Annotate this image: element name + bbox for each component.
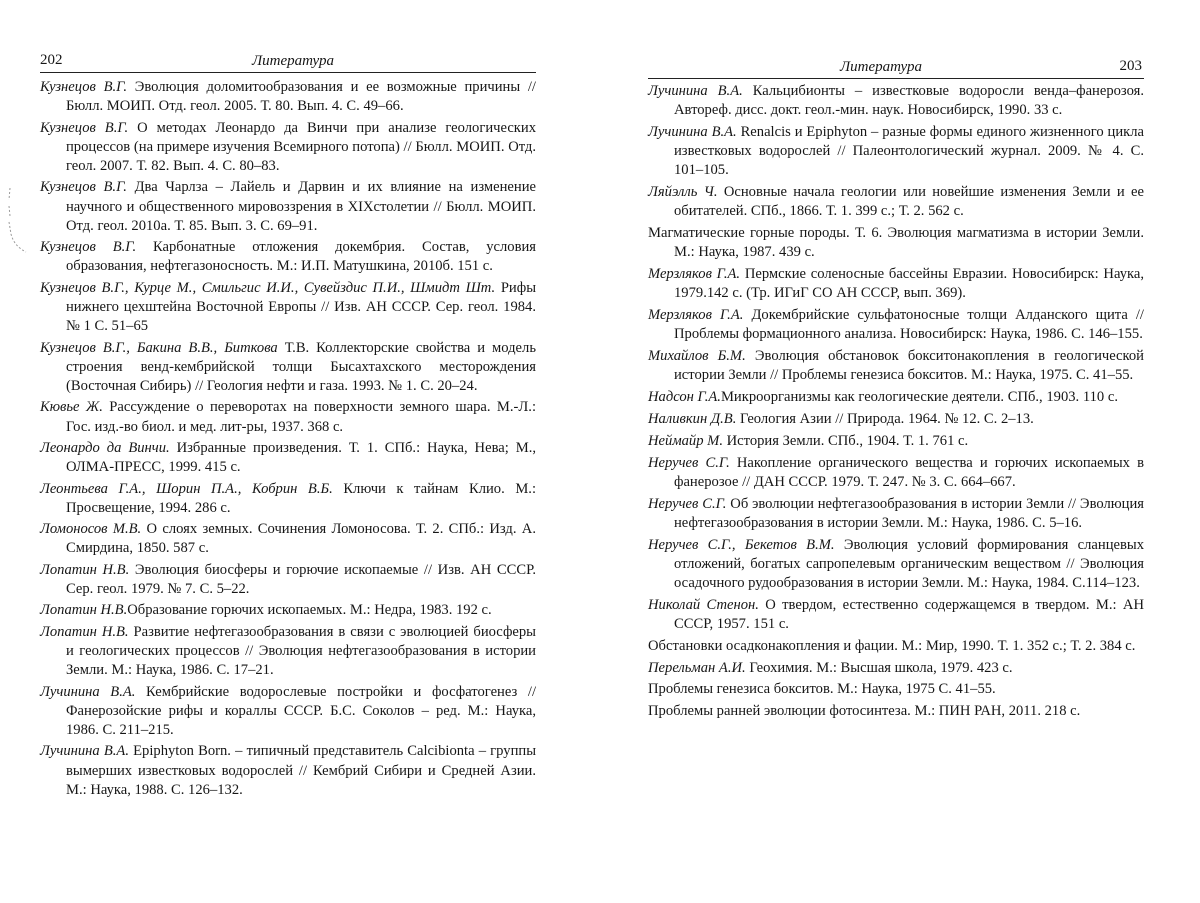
entry-text: Т.В. Коллекторские свойства и модель строения венд-кембрийской толщи Бысахтахского месторождения (Восточная Сибирь) // Геология нефти и газа. 1993. № 1. С. 20–24. (66, 339, 536, 394)
bibliography-entry (648, 596, 1144, 634)
bibliography-entry (648, 536, 1144, 594)
entry-author: Кузнецов В.Г. (40, 119, 129, 136)
pencil-margin-mark (4, 186, 28, 256)
entry-author: Леонтьева Г.А., Шорин П.А., Кобрин В.Б. (40, 480, 333, 497)
bibliography-entry (648, 432, 1144, 451)
entry-text: Кембрийские водорослевые постройки и фосфатогенез // Фанерозойские рифы и кораллы СССР. Б.С. Соколов – ред. М.: Наука, 1986. С. 211–215. (66, 683, 536, 738)
bibliography-entry (648, 702, 1144, 721)
bibliography-entry (648, 495, 1144, 533)
entry-text: О методах Леонардо да Винчи при анализе геологических процессов (на примере изучения Всемирного потопа) // Бюлл. МОИП. Отд. геол. 2007. Т. 82. Вып. 4. С. 80–83. (66, 119, 536, 174)
entry-text: Ключи к тайнам Клио. М.: Просвещение, 1994. 286 с. (66, 480, 536, 516)
page-number: 203 (1119, 58, 1142, 74)
entry-author: Лопатин Н.В. (40, 623, 129, 640)
bibliography-entry (40, 683, 536, 741)
entry-text: Renalcis и Epiphyton – разные формы единого жизненного цикла известковых водорослей // Палеонтологический журнал. 2009. № 4. С. 101–105. (674, 124, 1145, 179)
entry-author: Неймайр М. (648, 432, 723, 449)
entry-text: Докембрийские сульфатоносные толщи Алданского щита // Проблемы формационного анализа. Новосибирск: Наука, 1986. С. 146–155. (674, 307, 1144, 343)
entry-text: Геология Азии // Природа. 1964. № 12. С. 2–13. (736, 411, 1034, 427)
bibliography-entry (40, 339, 536, 397)
entry-text: Карбонатные отложения докембрия. Состав, условия образования, нефтегазоносность. М.: И.П. Матушкина, 2010б. 151 с. (66, 239, 536, 275)
bibliography-entry (648, 410, 1144, 429)
entry-text: Микроорганизмы как геологические деятели. СПб., 1903. 110 с. (720, 389, 1118, 406)
bibliography-entry (648, 388, 1144, 407)
entry-text: Развитие нефтегазообразования в связи с эволюцией биосферы и геологических процессов // Эволюция нефтегазообразования в истории Земли. М.: Наука, 1986. С. 17–21. (66, 623, 536, 679)
bibliography-entry (40, 279, 536, 337)
entry-author: Кузнецов В.Г., Курце М., Смильгис И.И., Сувейздис П.И., Шмидт Шт. (40, 279, 496, 296)
bibliography-entry (40, 78, 536, 116)
page-number: 202 (40, 52, 63, 68)
entry-author: Лопатин Н.В. (40, 561, 130, 578)
entry-author: Перельман А.И. (648, 659, 746, 676)
bibliography-entry (40, 119, 536, 177)
bibliography-entry (648, 680, 1144, 699)
entry-author: Лучинина В.А. (648, 83, 743, 99)
bibliography-list (40, 78, 536, 802)
entry-text: Магматические горные породы. Т. 6. Эволюция магматизма в истории Земли. М.: Наука, 1987. 439 с. (648, 225, 1144, 261)
entry-author: Кузнецов В.Г. (40, 239, 137, 256)
entry-author: Кювье Ж. (40, 399, 103, 416)
running-title: Литература (839, 59, 923, 75)
entry-text: Кальцибионты – известковые водоросли венда–фанерозоя. Автореф. дисс. докт. геол.-мин. наук. Новосибирск, 1990. 33 с. (674, 83, 1144, 119)
entry-text: Проблемы ранней эволюции фотосинтеза. М.: ПИН РАН, 2011. 218 с. (648, 703, 1081, 720)
entry-text: Пермские соленосные бассейны Евразии. Новосибирск: Наука, 1979.142 с. (Тр. ИГиГ СО АН СССР, вып. 369). (674, 266, 1144, 302)
bibliography-entry (40, 742, 536, 800)
entry-author: Кузнецов В.Г. (40, 179, 127, 196)
entry-text: Два Чарлза – Лайель и Дарвин и их влияние на изменение научного и общественного мировоззрения в XIXстолетии // Бюлл. МОИП. Отд. геол. 2010а. Т. 85. Вып. 3. С. 69–91. (66, 179, 536, 234)
entry-author: Леонардо да Винчи. (40, 439, 170, 456)
entry-text: Обстановки осадконакопления и фации. М.: Мир, 1990. Т. 1. 352 с.; Т. 2. 384 с. (648, 637, 1136, 654)
entry-text: Основные начала геологии или новейшие изменения Земли и ее обитателей. СПб., 1866. Т. 1. 399 с.; Т. 2. 562 с. (674, 184, 1144, 220)
bibliography-entry (40, 561, 536, 599)
entry-author: Лучинина В.А. (40, 743, 129, 760)
entry-author: Кузнецов В.Г. (40, 79, 128, 95)
bibliography-entry (40, 601, 536, 620)
entry-author: Мерзляков Г.А. (648, 266, 741, 283)
bibliography-entry (648, 82, 1144, 120)
entry-author: Лопатин Н.В. (40, 602, 128, 619)
entry-author: Михайлов Б.М. (648, 348, 746, 365)
entry-text: Рифы нижнего цехштейна Восточной Европы // Изв. АН СССР. Сер. геол. 1984. № 1 С. 51–65 (66, 279, 537, 335)
bibliography-entry (648, 659, 1144, 678)
entry-author: Ломоносов М.В. (40, 521, 142, 538)
bibliography-entry (648, 347, 1144, 385)
entry-author: Лучинина В.А. (40, 683, 136, 700)
bibliography-entry (648, 454, 1144, 492)
entry-text: О твердом, естественно содержащемся в твердом. М.: АН СССР, 1957. 151 с. (674, 596, 1144, 632)
bibliography-entry (40, 238, 536, 276)
running-title: Литература (251, 53, 335, 69)
entry-text: О слоях земных. Сочинения Ломоносова. Т. 2. СПб.: Изд. А. Смирдина, 1850. 587 с. (66, 521, 536, 557)
entry-text: Рассуждение о переворотах на поверхности земного шара. М.-Л.: Гос. изд.-во биол. и мед. лит-ры, 1937. 368 с. (66, 399, 536, 435)
entry-text: Проблемы генезиса бокситов. М.: Наука, 1975 С. 41–55. (648, 681, 996, 698)
bibliography-entry (648, 123, 1144, 181)
entry-text: Геохимия. М.: Высшая школа, 1979. 423 с. (745, 659, 1013, 676)
bibliography-entry (40, 439, 536, 477)
entry-text: Эволюция доломитообразования и ее возможные причины // Бюлл. МОИП. Отд. геол. 2005. Т. 80. Вып. 4. С. 49–66. (66, 79, 536, 115)
bibliography-entry (40, 623, 536, 681)
entry-author: Надсон Г.А. (648, 389, 721, 406)
entry-text: Epiphyton Born. – типичный представитель Calcibionta – группы вымерших известковых водорослей // Кембрий Сибири и Средней Азии. М.: Наука, 1988. С. 126–132. (66, 743, 536, 798)
entry-author: Лучинина В.А. (648, 124, 737, 140)
entry-author: Мерзляков Г.А. (648, 307, 744, 324)
entry-text: Об эволюции нефтегазообразования в истории Земли // Эволюция нефтегазообразования в истории Земли. М.: Наука, 1986. С. 5–16. (674, 495, 1144, 531)
entry-text: История Земли. СПб., 1904. Т. 1. 761 с. (722, 432, 969, 449)
bibliography-entry (40, 178, 536, 236)
entry-text: Накопление органического вещества и горючих ископаемых в фанерозое // ДАН СССР. 1979. Т. 247. № 3. С. 664–667. (674, 454, 1144, 490)
bibliography-entry (40, 480, 536, 518)
running-header (40, 46, 536, 73)
bibliography-entry (648, 306, 1144, 344)
entry-author: Неручев С.Г. (648, 495, 727, 512)
bibliography-entry (648, 183, 1144, 221)
entry-text: Эволюция биосферы и горючие ископаемые // Изв. АН СССР. Сер. геол. 1979. № 7. С. 5–22. (66, 561, 537, 597)
bibliography-entry (40, 398, 536, 436)
entry-author: Неручев С.Г., Бекетов В.М. (648, 536, 835, 553)
entry-text: Эволюция обстановок бокситонакопления в геологической истории Земли // Проблемы генезиса бокситов. М.: Наука, 1975. С. 41–55. (674, 348, 1144, 384)
bibliography-entry (648, 637, 1144, 656)
bibliography-entry (648, 265, 1144, 303)
running-header (648, 52, 1144, 79)
bibliography-entry (648, 224, 1144, 262)
entry-author: Неручев С.Г. (648, 454, 730, 471)
entry-text: Эволюция условий формирования сланцевых отложений, богатых сапропелевым органическим веществом // Эволюция осадочного рудообразования в истории Земли. М.: Наука, 1984. С.114–123. (674, 536, 1145, 591)
entry-author: Наливкин Д.В. (648, 411, 737, 427)
bibliography-entry (40, 520, 536, 558)
entry-text: Образование горючих ископаемых. М.: Недра, 1983. 192 с. (127, 602, 492, 619)
entry-text: Избранные произведения. Т. 1. СПб.: Наука, Нева; М., ОЛМА-ПРЕСС, 1999. 415 с. (66, 439, 536, 476)
entry-author: Ляйэлль Ч. (648, 184, 718, 201)
entry-author: Николай Стенон. (648, 596, 759, 613)
entry-author: Кузнецов В.Г., Бакина В.В., Биткова (40, 339, 278, 356)
bibliography-list (648, 82, 1144, 724)
